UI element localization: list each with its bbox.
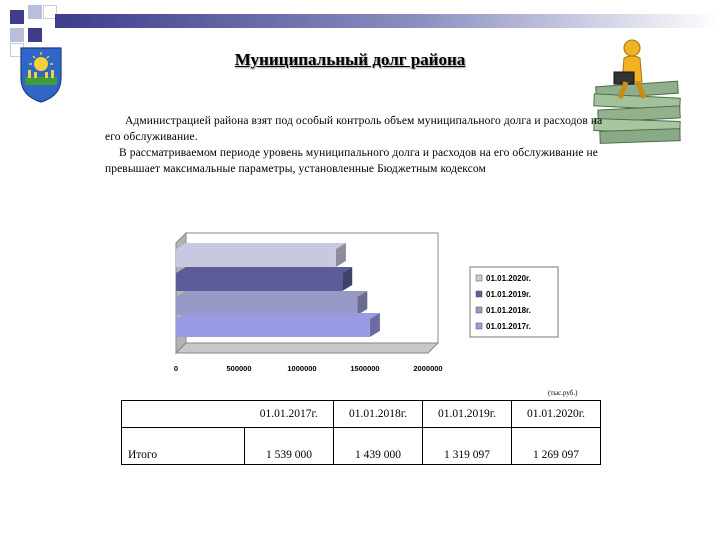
row-label: Итого: [122, 428, 245, 465]
table-cell: 1 539 000: [245, 428, 334, 465]
table-cell: 1 439 000: [334, 428, 423, 465]
chart-bar: [176, 273, 342, 291]
money-stack-icon: [590, 38, 690, 148]
x-tick-label: 1000000: [287, 364, 317, 373]
chart-bar-top: [176, 267, 352, 273]
table-header-cell: 01.01.2017г.: [245, 401, 334, 428]
x-tick-label: 1500000: [350, 364, 380, 373]
chart-bar: [176, 319, 370, 337]
legend-swatch: [476, 291, 482, 297]
decor-square: [28, 28, 42, 42]
table-cell: 1 269 097: [512, 428, 601, 465]
chart-floor: [176, 343, 438, 353]
table-header-cell: [122, 401, 245, 428]
chart-bar: [176, 249, 336, 267]
description-text: [105, 113, 605, 177]
chart-bar-top: [176, 243, 346, 249]
legend-label: 01.01.2019г.: [486, 290, 531, 299]
table-header-row: [122, 401, 601, 428]
debt-table: [121, 400, 601, 465]
debt-bar-chart: [150, 225, 600, 385]
table-header-cell: 01.01.2019г.: [423, 401, 512, 428]
paragraph: В рассматриваемом периоде уровень муниципального долга и расходов на его обслуживание не превышает максимальные параметры, установленные Бюджетным кодексом: [105, 147, 599, 175]
x-tick-label: 2000000: [413, 364, 443, 373]
x-tick-label: 0: [173, 364, 179, 373]
header-bar: [55, 14, 720, 28]
decor-square: [28, 5, 42, 19]
legend-swatch: [476, 275, 482, 281]
units-label: (тыс.руб.): [548, 389, 578, 397]
page-title: Муниципальный долг района: [234, 50, 466, 69]
x-tick-label: 500000: [226, 364, 252, 373]
table-cell: 1 319 097: [423, 428, 512, 465]
chart-bar-top: [176, 313, 380, 319]
chart-bar-top: [176, 291, 367, 297]
legend-label: 01.01.2017г.: [486, 322, 531, 331]
table-header-cell: 01.01.2020г.: [512, 401, 601, 428]
decor-square: [10, 10, 24, 24]
legend-label: 01.01.2018г.: [486, 306, 531, 315]
coat-of-arms-icon: [18, 46, 64, 104]
paragraph: Администрацией района взят под особый контроль объем муниципального долга и расходов на его обслуживание.: [105, 115, 603, 143]
decor-square: [10, 28, 24, 42]
legend-swatch: [476, 323, 482, 329]
table-header-cell: 01.01.2018г.: [334, 401, 423, 428]
legend-swatch: [476, 307, 482, 313]
legend-label: 01.01.2020г.: [486, 274, 531, 283]
chart-bar: [176, 297, 357, 315]
table-row: [122, 428, 601, 465]
